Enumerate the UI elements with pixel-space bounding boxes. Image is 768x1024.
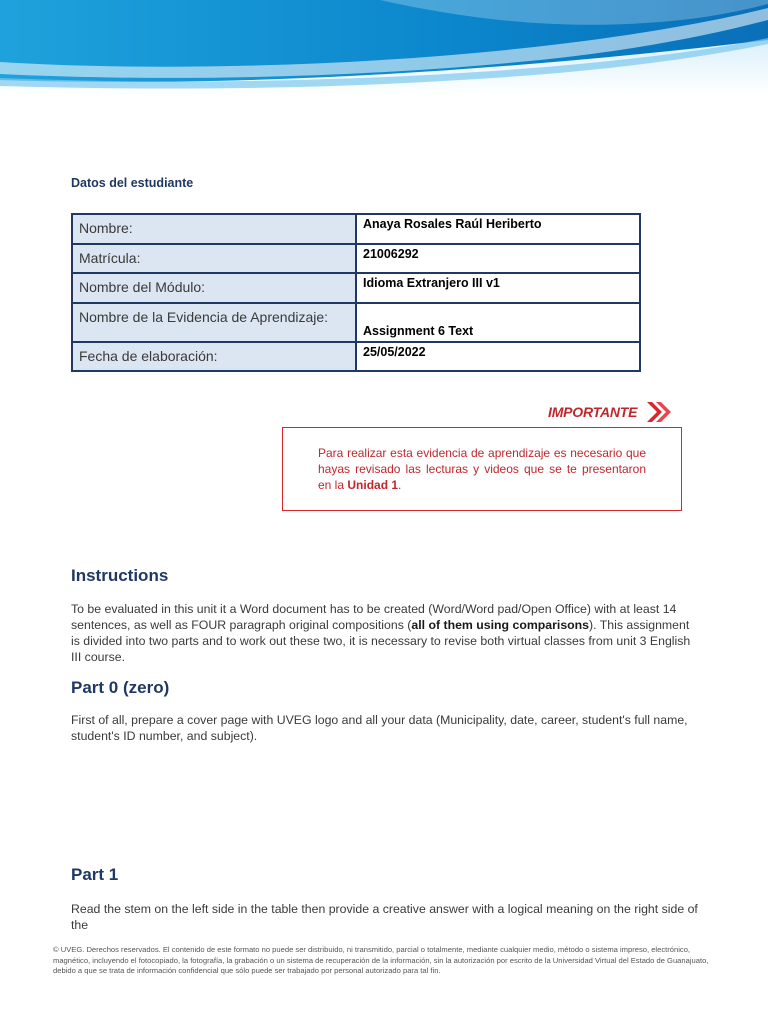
row-label: Fecha de elaboración: <box>72 342 356 371</box>
table-row <box>72 214 640 244</box>
row-value: 21006292 <box>356 244 640 273</box>
table-row <box>72 342 640 371</box>
table-row <box>72 244 640 273</box>
row-value: 25/05/2022 <box>356 342 640 371</box>
table-row <box>72 303 640 342</box>
row-label: Matrícula: <box>72 244 356 273</box>
instructions-text: To be evaluated in this unit it a Word document has to be created (Word/Word pad/Open Office) with at least 14 sentences, as well as FOUR paragraph original compositions (all of them using comparisons). This assignment is divided into two parts and to work out these two, it is necessary to revise both virtual classes from unit 3 English III course. <box>71 602 691 664</box>
row-label: Nombre de la Evidencia de Aprendizaje: <box>72 303 356 342</box>
row-label: Nombre: <box>72 214 356 244</box>
part1-text: Read the stem on the left side in the table then provide a creative answer with a logical meaning on the right side of the <box>71 902 698 932</box>
row-value: Anaya Rosales Raúl Heriberto <box>356 214 640 244</box>
instructions-heading: Instructions <box>71 566 169 585</box>
part0-text: First of all, prepare a cover page with UVEG logo and all your data (Municipality, date, career, student's full name, student's ID number, and subject). <box>71 713 688 743</box>
student-data-table <box>71 213 641 372</box>
row-value: Idioma Extranjero III v1 <box>356 273 640 303</box>
important-label: IMPORTANTE <box>548 404 638 420</box>
table-row <box>72 273 640 303</box>
part1-heading: Part 1 <box>71 865 119 884</box>
header-banner <box>0 0 768 96</box>
row-value: Assignment 6 Text <box>356 303 640 342</box>
part0-heading: Part 0 (zero) <box>71 678 170 697</box>
row-label: Nombre del Módulo: <box>72 273 356 303</box>
student-data-title: Datos del estudiante <box>71 176 194 190</box>
important-notice-box <box>282 427 682 511</box>
double-chevron-icon <box>645 400 673 424</box>
copyright-footer: © UVEG. Derechos reservados. El contenido de este formato no puede ser distribuido, ni transmitido, parcial o totalmente, mediante cualquier medio, método o sistema impreso, electrónico, magnético, incluyendo el fotocopiado, la fotografía, la grabación o un sistema de recuperación de la información, sin la autorización por escrito de la Universidad Virtual del Estado de Guanajuato, debido a que se trata de información confidencial que sólo puede ser trabajado por personal autorizado para tal fin. <box>53 945 709 975</box>
header-wave-graphic <box>0 0 768 96</box>
important-notice-text: Para realizar esta evidencia de aprendizaje es necesario que hayas revisado las lecturas y videos que se te presentaron en la Unidad 1. <box>318 446 646 492</box>
